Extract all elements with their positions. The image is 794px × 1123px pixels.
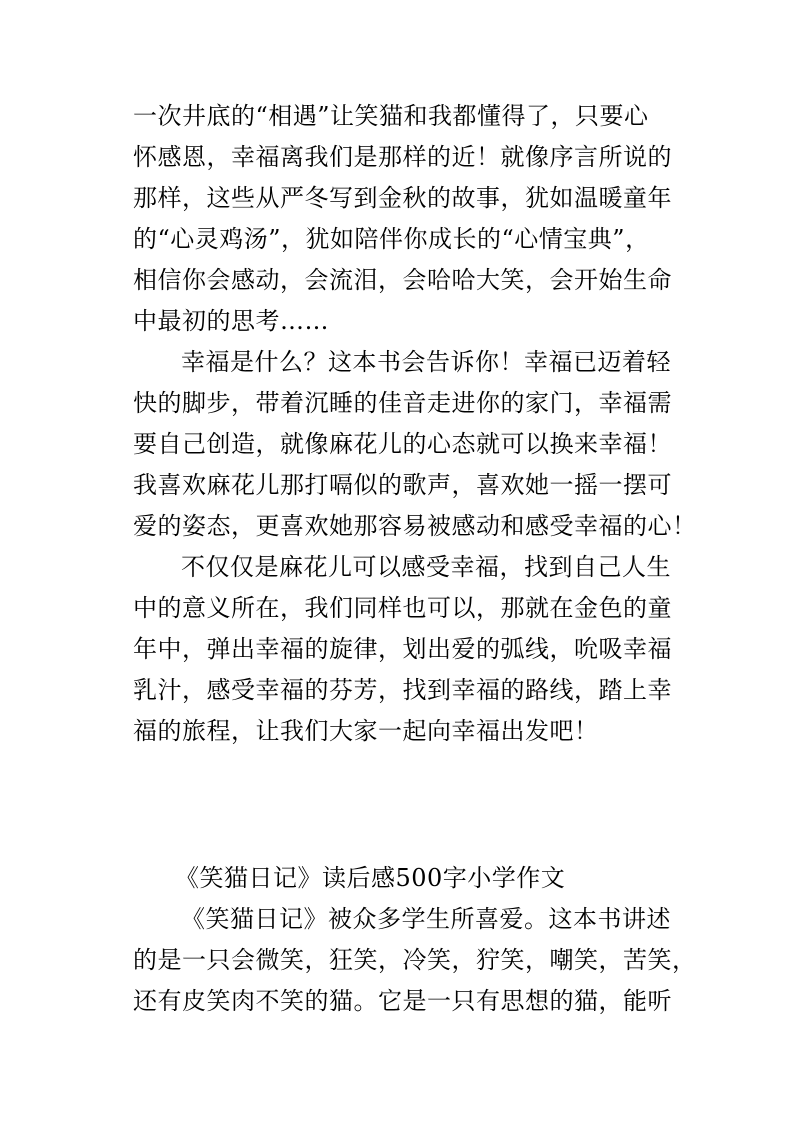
paragraph-line: 《笑猫日记》被众多学生所喜爱。这本书讲述 [181,905,671,933]
paragraph-line: 年中，弹出幸福的旋律，划出爱的弧线，吮吸幸福 [133,635,672,663]
paragraph-line: 福的旅程，让我们大家一起向幸福出发吧！ [133,717,599,745]
paragraph-line: 要自己创造，就像麻花儿的心态就可以换来幸福！ [133,430,672,458]
paragraph-line: 幸福是什么？这本书会告诉你！幸福已迈着轻 [181,348,671,376]
paragraph-line: 快的脚步，带着沉睡的佳音走进你的家门，幸福需 [133,389,672,417]
paragraph-line: 乳汁，感受幸福的芬芳，找到幸福的路线，踏上幸 [133,676,672,704]
paragraph-line: 相信你会感动，会流泪，会哈哈大笑，会开始生命 [133,266,672,294]
paragraph-line: 我喜欢麻花儿那打嗝似的歌声，喜欢她一摇一摆可 [133,471,672,499]
paragraph-line: 不仅仅是麻花儿可以感受幸福，找到自己人生 [181,553,671,581]
paragraph-line: 那样，这些从严冬写到金秋的故事，犹如温暖童年 [133,184,672,212]
essay-title: 《笑猫日记》读后感500字小学作文 [175,864,566,892]
paragraph-line: 还有皮笑肉不笑的猫。它是一只有思想的猫，能听 [133,987,672,1015]
paragraph-line: 怀感恩，幸福离我们是那样的近！就像序言所说的 [133,143,672,171]
paragraph-line: 一次井底的“相遇”让笑猫和我都懂得了，只要心 [133,102,649,130]
paragraph-line: 爱的姿态，更喜欢她那容易被感动和感受幸福的心！ [133,512,697,540]
paragraph-line: 中的意义所在，我们同样也可以，那就在金色的童 [133,594,672,622]
paragraph-line: 的是一只会微笑，狂笑，冷笑，狞笑，嘲笑，苦笑， [133,946,697,974]
paragraph-line: 的“心灵鸡汤”，犹如陪伴你成长的“心情宝典”， [133,225,650,253]
paragraph-line: 中最初的思考…… [133,307,329,335]
